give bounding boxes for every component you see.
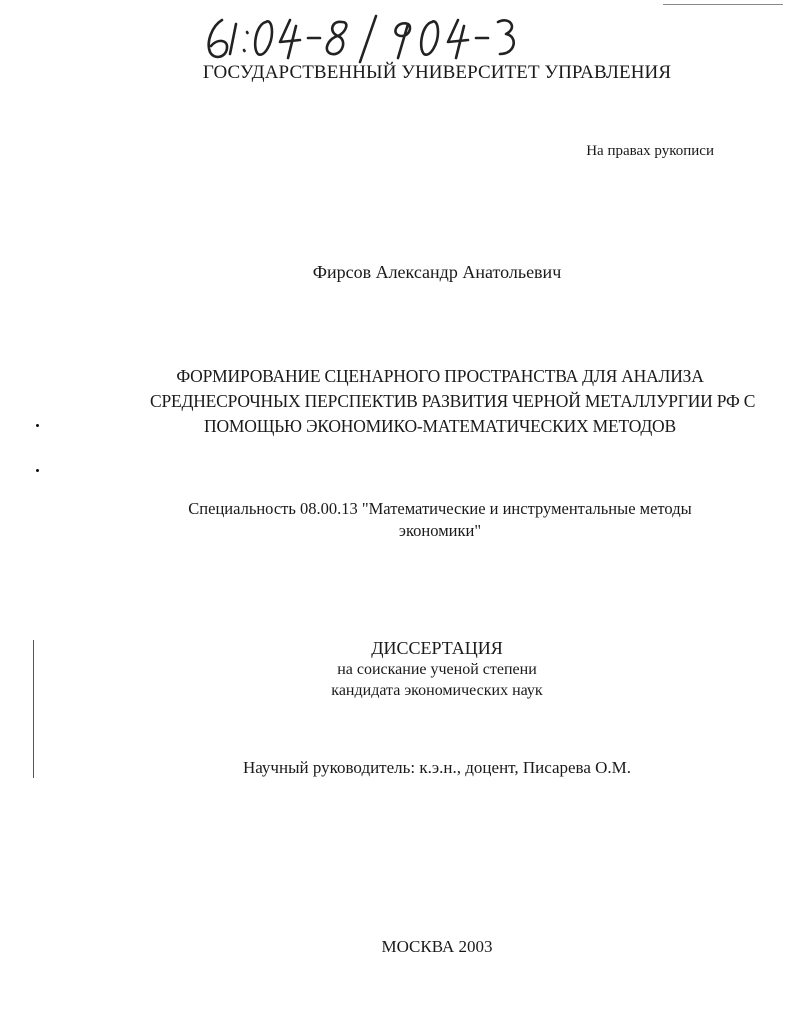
dissertation-heading: ДИССЕРТАЦИЯ xyxy=(371,638,503,658)
degree-line-2: кандидата экономических наук xyxy=(331,682,543,699)
dissertation-title xyxy=(150,364,756,439)
scan-artifact-line xyxy=(663,4,783,5)
scan-artifact-dot xyxy=(36,469,39,472)
specialty-line-1: Специальность 08.00.13 "Математические и инструментальные методы xyxy=(188,499,692,518)
university-name: ГОСУДАРСТВЕННЫЙ УНИВЕРСИТЕТ УПРАВЛЕНИЯ xyxy=(202,62,672,83)
title-line-1: ФОРМИРОВАНИЕ СЦЕНАРНОГО ПРОСТРАНСТВА ДЛЯ АНАЛИЗА xyxy=(176,366,704,386)
rights-note: На правах рукописи xyxy=(586,143,714,159)
city-year: МОСКВА 2003 xyxy=(381,937,493,956)
author-name: Фирсов Александр Анатольевич xyxy=(312,262,562,282)
specialty xyxy=(140,498,740,542)
scan-artifact-dot xyxy=(36,424,39,427)
title-line-3: ПОМОЩЬЮ ЭКОНОМИКО-МАТЕМАТИЧЕСКИХ МЕТОДОВ xyxy=(204,416,676,436)
title-line-2: СРЕДНЕСРОЧНЫХ ПЕРСПЕКТИВ РАЗВИТИЯ ЧЕРНОЙ МЕТАЛЛУРГИИ РФ С xyxy=(150,391,756,411)
specialty-line-2: экономики" xyxy=(398,521,482,540)
degree-line-1: на соискание ученой степени xyxy=(337,661,537,678)
dissertation-block xyxy=(0,637,796,701)
supervisor: Научный руководитель: к.э.н., доцент, Писарева О.М. xyxy=(242,758,632,777)
handwritten-archive-code xyxy=(200,8,540,68)
handwritten-code-drawing xyxy=(200,8,540,68)
